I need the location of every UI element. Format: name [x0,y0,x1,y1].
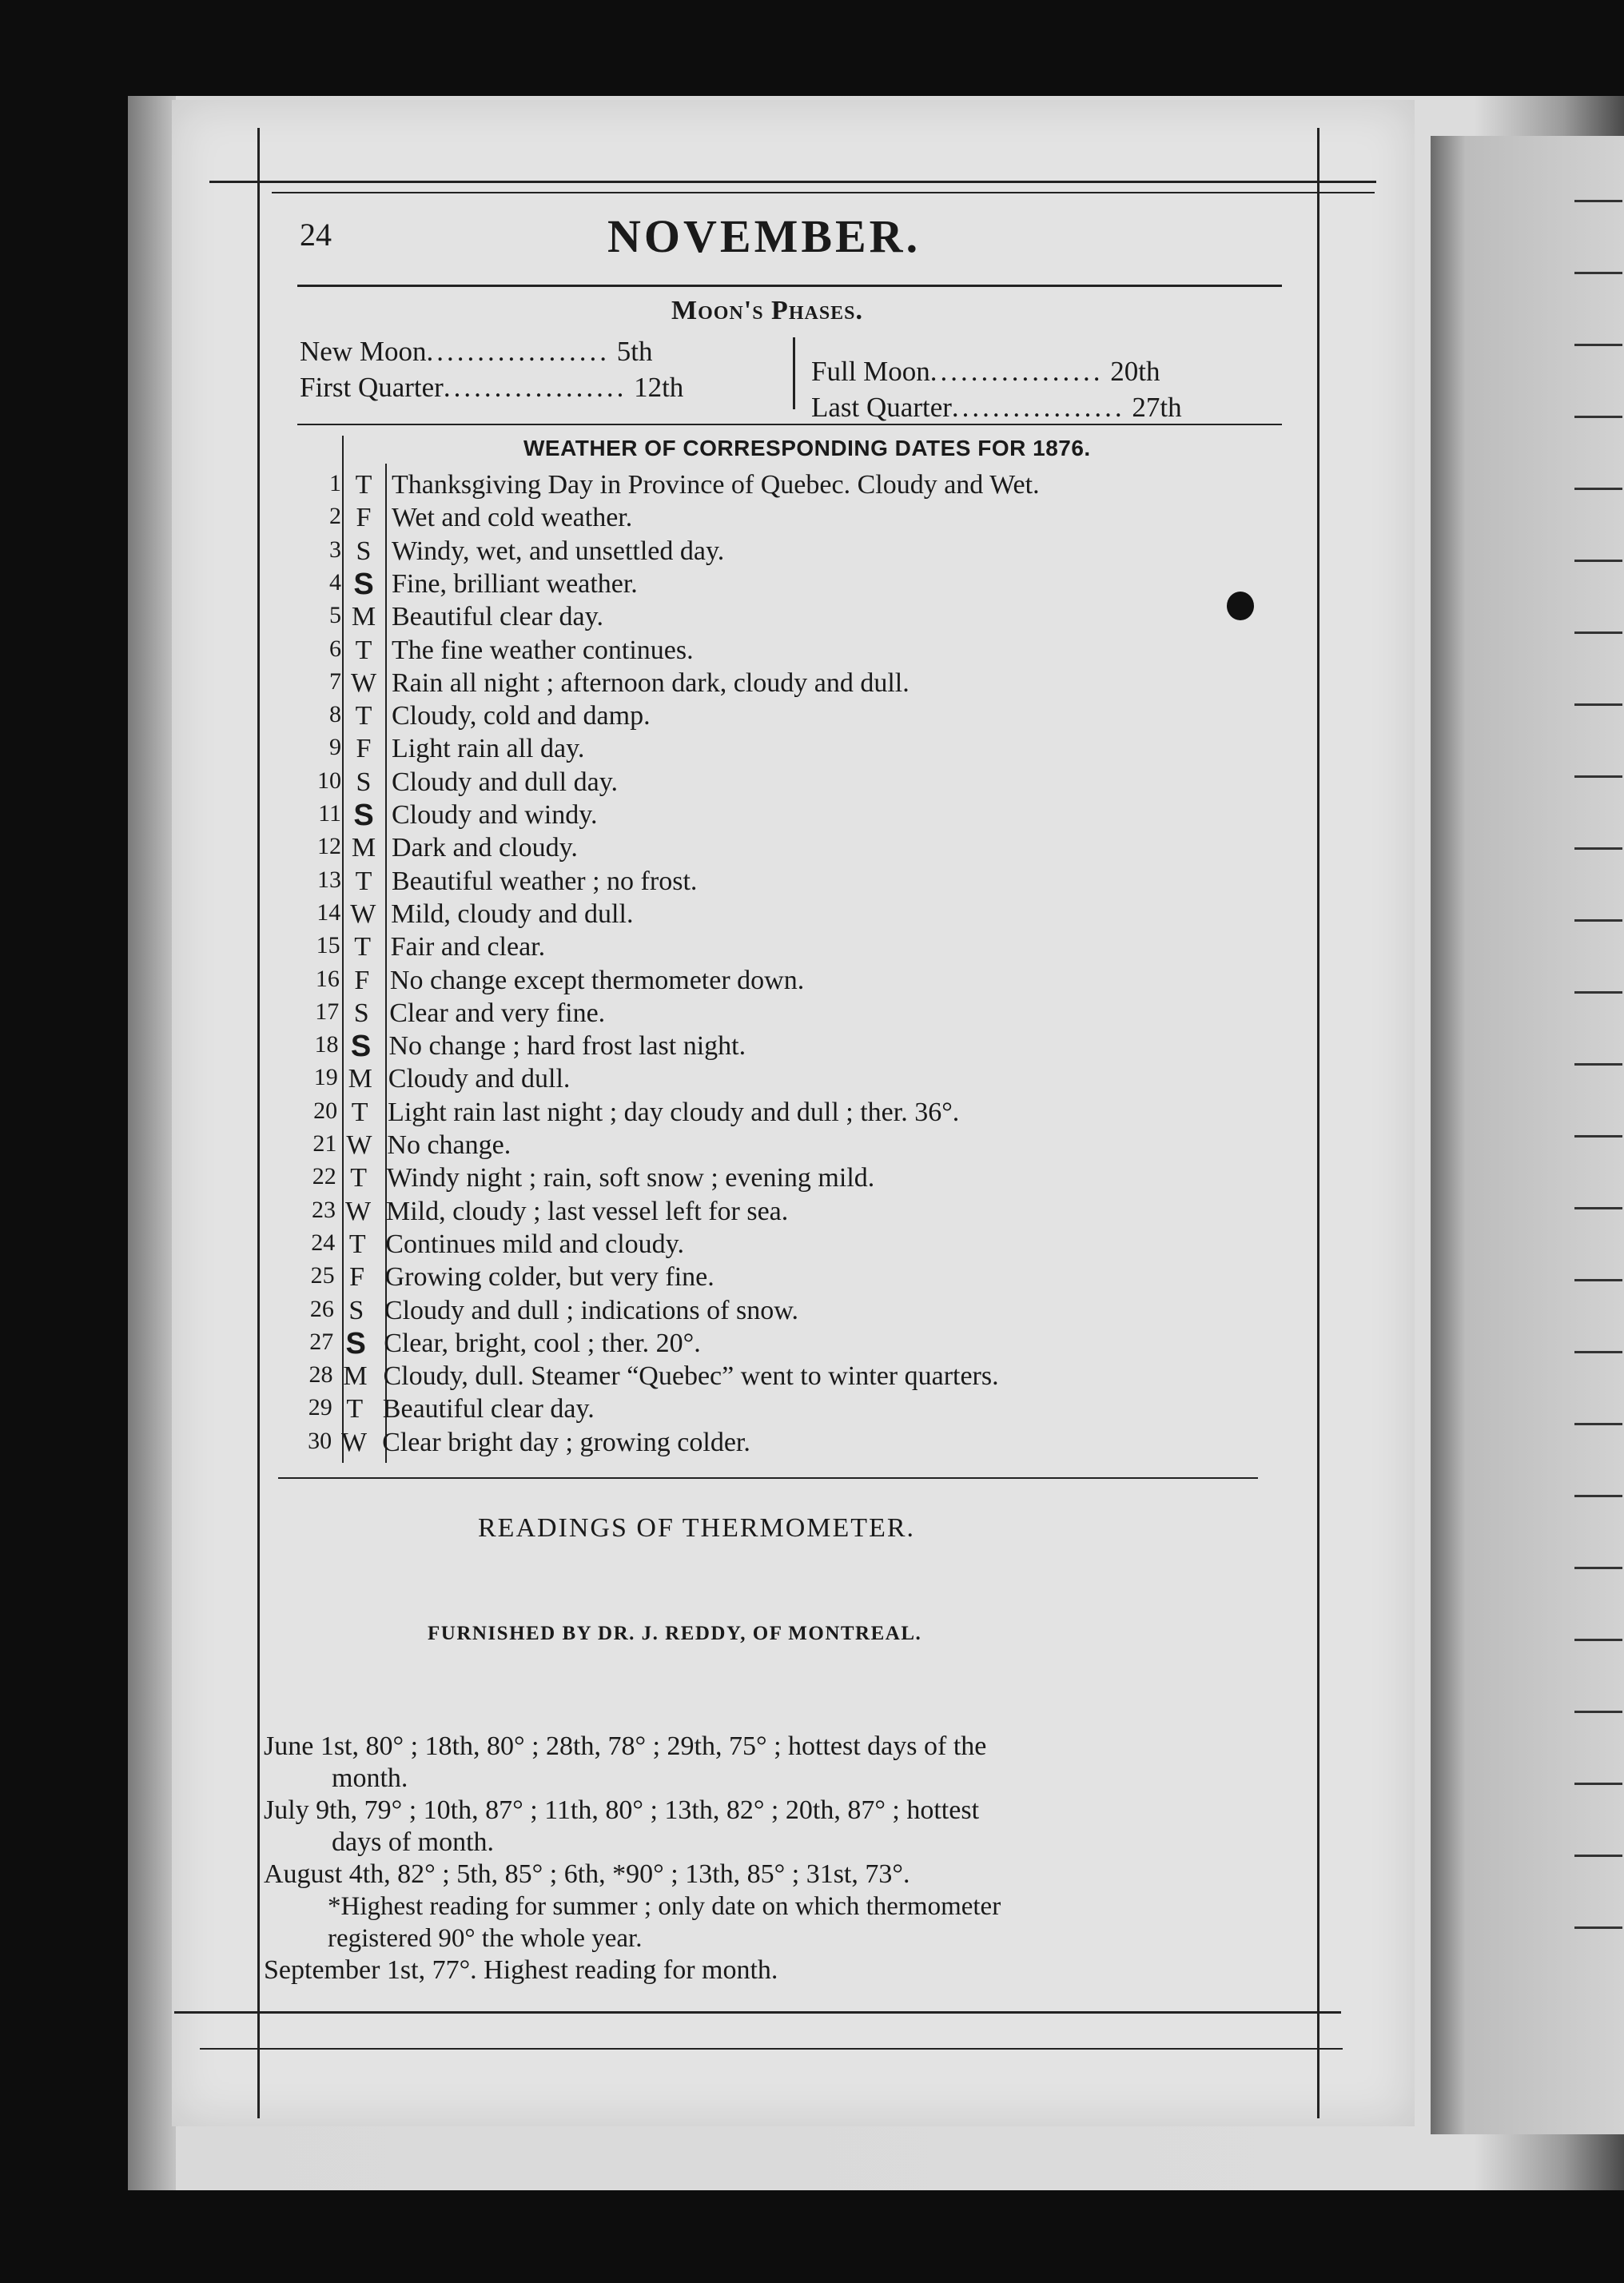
weather-description: Mild, cloudy ; last vessel left for sea. [386,1196,789,1226]
phases-divider [793,337,795,409]
top-rule [209,181,1376,183]
day-of-week: F [349,1262,365,1293]
weather-description: Windy night ; rain, soft snow ; evening mild. [386,1163,875,1193]
reading-line: September 1st, 77°. Highest reading for month. [264,1955,778,1985]
bottom-rule [174,2011,1341,2014]
day-of-week: S [356,767,372,797]
month-title: NOVEMBER. [607,210,921,262]
weather-description: Thanksgiving Day in Province of Quebec. Cloudy and Wet. [392,470,1040,500]
weather-description: Beautiful weather ; no frost. [392,866,698,896]
day-number: 30 [308,1427,332,1454]
phase-label: First Quarter [300,372,444,403]
ink-blot [1227,592,1254,620]
weather-description: Cloudy and dull ; indications of snow. [384,1295,799,1325]
day-of-week: S [356,536,372,566]
day-number: 24 [311,1229,336,1256]
weather-description: Cloudy, dull. Steamer “Quebec” went to winter quarters. [383,1361,999,1392]
day-number: 23 [312,1196,336,1223]
day-number: 2 [329,503,341,530]
phases-rule [297,424,1282,425]
day-of-week: S [345,1326,366,1361]
day-number: 4 [329,568,341,596]
day-of-week: S [348,1295,364,1325]
day-number: 29 [308,1394,332,1421]
reading-august [264,1859,1255,1891]
weather-description: Cloudy, cold and damp. [392,701,651,731]
title-underline [297,285,1282,287]
day-number: 12 [317,833,341,860]
day-number: 19 [313,1064,338,1091]
day-of-week: T [346,1394,364,1424]
phase-label: New Moon [300,336,427,367]
weather-description: Cloudy and dull day. [392,767,618,797]
reading-footnote [328,1891,1247,1954]
day-of-week: W [350,667,377,698]
day-of-week: W [344,1196,372,1226]
weather-heading: WEATHER OF CORRESPONDING DATES FOR 1876. [523,436,1091,460]
footnote-line: *Highest reading for summer ; only date on which thermometer [328,1892,1001,1921]
day-of-week: W [341,1427,368,1457]
day-of-week: M [351,833,376,863]
phase-label: Full Moon [811,356,930,387]
day-number: 20 [313,1097,338,1124]
weather-description: Beautiful clear day. [392,602,603,632]
weather-description: No change except thermometer down. [389,965,805,995]
day-number: 7 [329,667,341,695]
thermometer-title: READINGS OF THERMOMETER. [478,1513,916,1543]
frame-left-rule [257,128,260,2118]
day-of-week: T [354,932,371,962]
weather-description: Beautiful clear day. [382,1394,595,1424]
weather-description: Cloudy and windy. [392,800,598,830]
phase-dots: ................. [929,356,1104,387]
day-of-week: T [351,1097,368,1127]
reading-line: August 4th, 82° ; 5th, 85° ; 6th, *90° ; 13th, 85° ; 31st, 73°. [264,1859,910,1889]
day-number: 6 [329,635,341,662]
weather-description: Fine, brilliant weather. [392,568,638,599]
weather-description: Rain all night ; afternoon dark, cloudy and dull. [392,667,910,698]
reading-line-continued: month. [332,1763,408,1793]
weather-description: Windy, wet, and unsettled day. [392,536,725,566]
phase-label: Last Quarter [811,392,952,423]
day-number: 25 [310,1262,335,1289]
weather-end-rule [278,1477,1258,1479]
right-page-edge [1431,136,1624,2134]
weather-description: Light rain last night ; day cloudy and dull ; ther. 36°. [388,1097,960,1127]
day-of-week: S [353,998,369,1028]
day-number: 13 [317,866,341,893]
day-of-week: W [350,898,376,929]
day-of-week: M [348,1064,372,1094]
day-of-week: S [353,799,374,832]
day-of-week: T [355,866,372,896]
thermometer-subtitle: FURNISHED BY DR. J. REDDY, OF MONTREAL. [428,1623,922,1644]
day-number: 9 [329,734,341,761]
phase-full-moon [811,356,1160,388]
top-rule-inner [272,192,1375,193]
day-number: 11 [318,800,341,827]
weather-description: Clear and very fine. [389,998,606,1028]
day-of-week: M [343,1361,368,1392]
weather-description: Growing colder, but very fine. [384,1262,714,1293]
phase-last-quarter [811,392,1182,424]
day-number: 8 [329,701,341,728]
day-number: 5 [329,602,341,629]
reading-line-continued: days of month. [332,1827,495,1857]
weather-description: Fair and clear. [390,932,546,962]
phase-dots: ................. [951,392,1125,423]
weather-description: The fine weather continues. [392,635,694,665]
day-of-week: F [354,965,370,995]
phase-new-moon [300,336,652,368]
day-number: 26 [309,1295,334,1322]
day-of-week: S [350,1030,372,1064]
weather-description: No change. [387,1130,511,1160]
phase-value: 5th [616,336,653,367]
day-number: 17 [315,998,340,1025]
weather-description: Light rain all day. [392,734,585,764]
phase-value: 27th [1132,392,1182,423]
day-number: 27 [309,1328,334,1355]
day-number: 15 [316,932,340,959]
day-number: 18 [314,1031,339,1058]
day-of-week: T [355,701,372,731]
weather-description: Continues mild and cloudy. [385,1229,684,1259]
day-of-week: T [348,1229,366,1259]
day-of-week: S [353,567,374,601]
reading-september [264,1954,1255,1986]
weather-description: Wet and cold weather. [392,503,633,533]
day-number: 21 [312,1130,337,1157]
day-number: 10 [317,767,341,794]
frame-right-rule [1317,128,1320,2118]
reading-july [264,1795,1255,1859]
day-of-week: T [355,635,372,665]
day-number: 22 [312,1163,336,1190]
weather-description: Clear, bright, cool ; ther. 20°. [384,1328,701,1358]
phase-value: 20th [1110,356,1160,387]
reading-june [264,1731,1255,1795]
weather-description: No change ; hard frost last night. [388,1031,746,1062]
day-number: 16 [315,965,340,992]
day-of-week: F [356,734,372,764]
day-of-week: T [355,470,372,500]
day-number: 28 [308,1361,333,1389]
moon-phases-title: Moon's Phases. [671,296,864,325]
bottom-rule-inner [200,2048,1343,2050]
phase-first-quarter [300,372,683,404]
page-number: 24 [300,217,332,253]
phase-value: 12th [634,372,684,403]
weather-description: Cloudy and dull. [388,1064,571,1094]
day-number: 14 [316,898,341,926]
reading-line: July 9th, 79° ; 10th, 87° ; 11th, 80° ; 13th, 82° ; 20th, 87° ; hottest [264,1795,980,1825]
phase-dots: .................. [426,336,610,367]
reading-line: June 1st, 80° ; 18th, 80° ; 28th, 78° ; 29th, 75° ; hottest days of the [264,1731,987,1761]
footnote-line-continued: registered 90° the whole year. [328,1924,643,1953]
day-number: 1 [329,470,341,496]
phase-dots: .................. [443,372,627,403]
day-of-week: T [350,1163,368,1193]
weather-description: Dark and cloudy. [392,833,578,863]
day-of-week: W [346,1130,372,1160]
day-of-week: M [351,602,376,632]
day-number: 3 [329,536,341,563]
weather-description: Mild, cloudy and dull. [391,898,634,929]
day-of-week: F [356,503,372,533]
left-page-edge [128,96,176,2190]
weather-description: Clear bright day ; growing colder. [382,1427,750,1457]
